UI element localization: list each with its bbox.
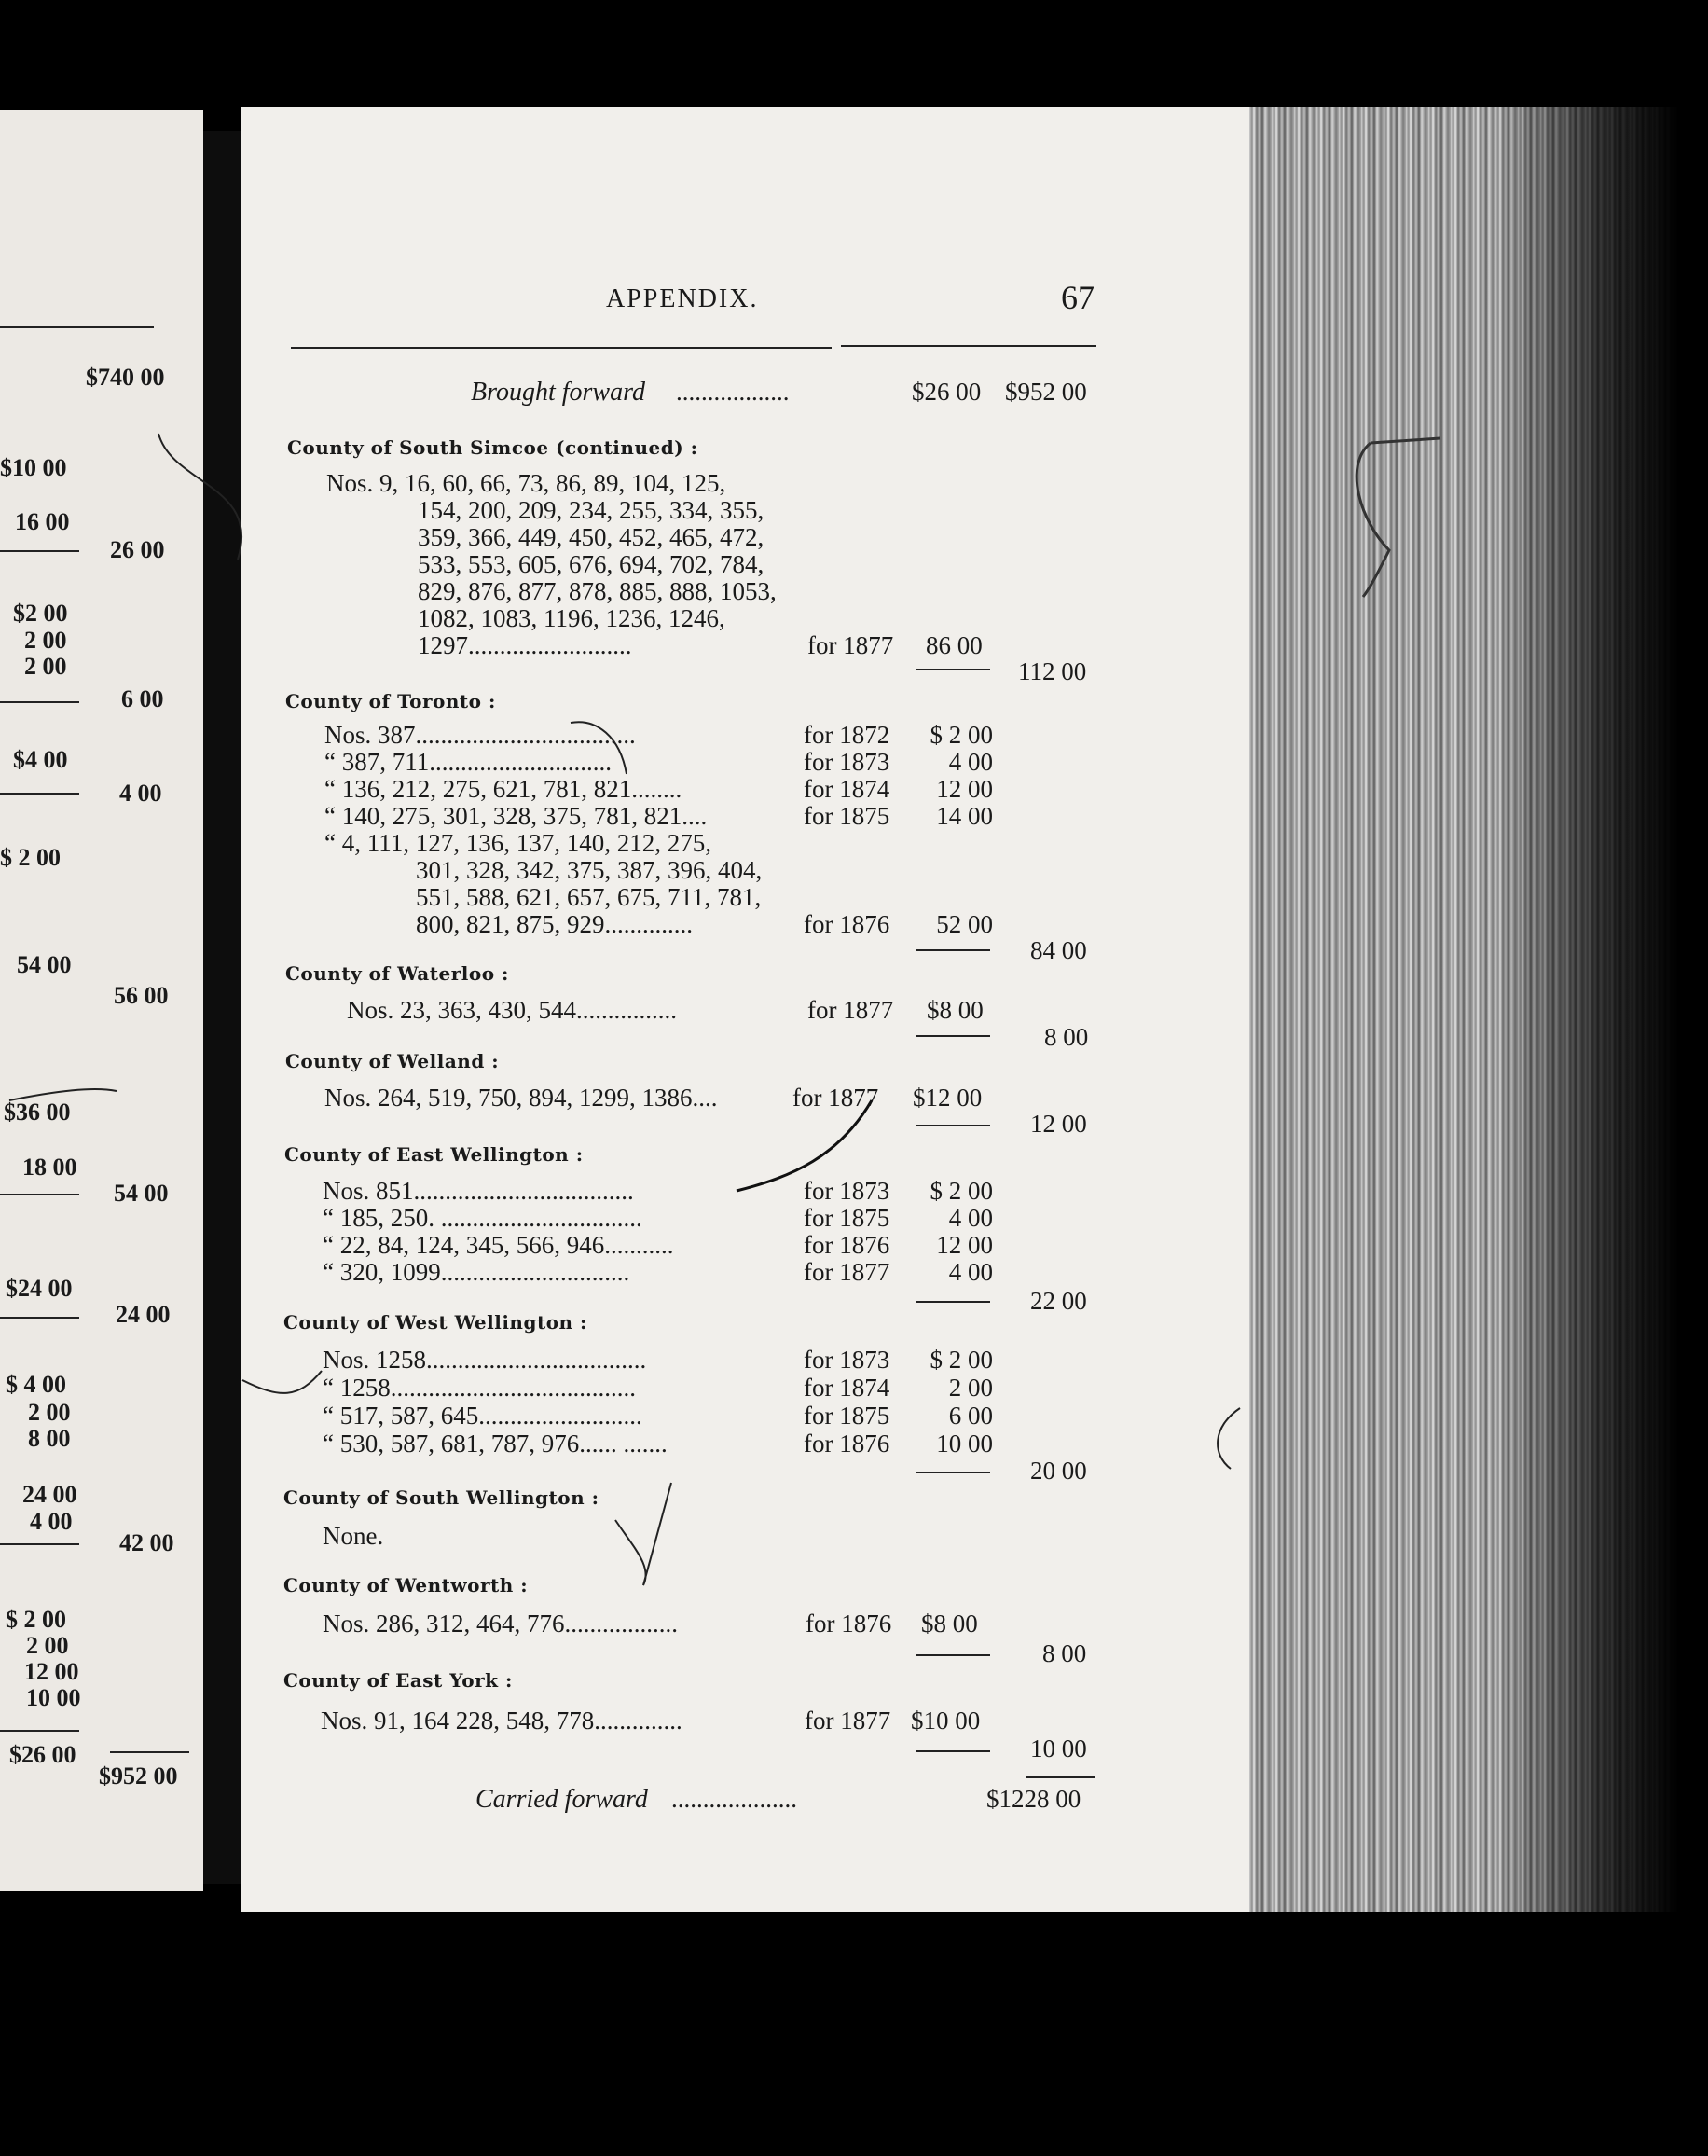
ledger-row-year: for 1876 (804, 1430, 890, 1458)
ledger-row-amount: 2 00 (948, 1374, 993, 1402)
ledger-row-amount: $ 2 00 (930, 721, 993, 749)
left-page-amount: 24 00 (22, 1481, 77, 1508)
left-page-amount: $952 00 (99, 1762, 178, 1790)
ledger-row-amount: 12 00 (936, 1231, 993, 1259)
ledger-row-text: 800, 821, 875, 929.............. (416, 910, 693, 938)
south-simcoe-line: Nos. 9, 16, 60, 66, 73, 86, 89, 104, 125, (326, 469, 726, 497)
left-page-amount: $2 00 (13, 600, 68, 627)
pencil-mark (737, 1100, 872, 1191)
ledger-row-text: “ 140, 275, 301, 328, 375, 781, 821.... (324, 802, 708, 830)
left-page-amount: 56 00 (114, 982, 169, 1009)
left-page-amount: 42 00 (119, 1529, 174, 1556)
ledger-row-year: for 1877 (804, 1258, 890, 1286)
ledger-row-amount: 4 00 (948, 1258, 993, 1286)
left-page-amount: 4 00 (30, 1508, 73, 1535)
ledger-row-amount: 14 00 (936, 802, 993, 830)
ledger-row-text: “ 320, 1099.............................. (323, 1258, 630, 1286)
ledger-row-text: “ 22, 84, 124, 345, 566, 946........... (323, 1231, 674, 1259)
waterloo-text: Nos. 23, 363, 430, 544................ (347, 996, 678, 1024)
east-wellington-total: 22 00 (1030, 1287, 1087, 1315)
ledger-row-year: for 1873 (804, 1177, 890, 1205)
pencil-mark (242, 1371, 322, 1393)
west-wellington-total: 20 00 (1030, 1457, 1087, 1485)
left-page-amount: 54 00 (17, 951, 72, 978)
ledger-row-text: “ 185, 250. ................................ (323, 1204, 642, 1232)
toronto-total: 84 00 (1030, 936, 1087, 964)
south-simcoe-line: 154, 200, 209, 234, 255, 334, 355, (418, 496, 764, 524)
ledger-row-text: “ 1258....................................... (323, 1374, 636, 1402)
ledger-row-year: for 1875 (804, 802, 890, 830)
left-page-amount: $4 00 (13, 746, 68, 773)
south-simcoe-line: 533, 553, 605, 676, 694, 702, 784, (418, 550, 764, 578)
left-page-amount: $ 4 00 (6, 1371, 66, 1398)
ledger-row-text: Nos. 851................................... (323, 1177, 634, 1205)
south-simcoe-line: 359, 366, 449, 450, 452, 465, 472, (418, 523, 764, 551)
waterloo-amount: $8 00 (927, 996, 984, 1024)
left-page-amount: 54 00 (114, 1180, 169, 1207)
pencil-mark (615, 1483, 671, 1585)
ledger-row-year: for 1873 (804, 748, 890, 776)
carried-forward-label: Carried forward (475, 1785, 648, 1814)
ledger-row-year: for 1875 (804, 1204, 890, 1232)
page-number: 67 (1061, 279, 1095, 316)
welland-for: for 1877 (792, 1084, 879, 1112)
left-page-amount: $740 00 (86, 364, 165, 391)
ledger-row-year: for 1875 (804, 1402, 890, 1430)
left-page-amount: 4 00 (119, 780, 162, 807)
pencil-mark (1371, 438, 1440, 443)
ledger-row-amount: $ 2 00 (930, 1346, 993, 1374)
left-page-amount: 2 00 (28, 1399, 71, 1426)
section-title-south-wellington: County of South Wellington : (283, 1486, 599, 1509)
ledger-row-year: for 1872 (804, 721, 890, 749)
ledger-row-text: “ 387, 711............................. (324, 748, 612, 776)
brought-forward-amount1: $26 00 (912, 378, 982, 406)
section-title-welland: County of Welland : (285, 1050, 500, 1072)
ledger-row-text: “ 136, 212, 275, 621, 781, 821........ (324, 775, 682, 803)
brought-forward-label: Brought forward (471, 378, 645, 407)
left-page-amount: 12 00 (24, 1658, 79, 1685)
left-page-amount: 2 00 (26, 1632, 69, 1659)
ledger-row-amount: 12 00 (936, 775, 993, 803)
east-york-for: for 1877 (805, 1707, 891, 1734)
left-page-amount: 18 00 (22, 1154, 77, 1181)
wentworth-text: Nos. 286, 312, 464, 776.................. (323, 1610, 679, 1638)
waterloo-total: 8 00 (1044, 1023, 1089, 1051)
welland-amount: $12 00 (913, 1084, 983, 1112)
ledger-row-text: Nos. 387................................... (324, 721, 636, 749)
left-page-amount: 8 00 (28, 1425, 71, 1452)
ledger-row-year: for 1876 (804, 910, 890, 938)
section-title-south-simcoe: County of South Simcoe (continued) : (287, 436, 698, 459)
left-page-amount: $26 00 (9, 1741, 76, 1768)
south-simcoe-total: 112 00 (1018, 657, 1087, 685)
south-simcoe-last-line: 1297.......................... (418, 631, 632, 659)
ledger-row-amount: 6 00 (948, 1402, 993, 1430)
left-page-amount: 16 00 (15, 508, 70, 535)
wentworth-total: 8 00 (1042, 1639, 1087, 1667)
left-page-amount: $36 00 (4, 1099, 71, 1126)
carried-forward-amount: $1228 00 (986, 1785, 1081, 1813)
section-title-waterloo: County of Waterloo : (285, 962, 509, 985)
ledger-row-year: for 1874 (804, 775, 890, 803)
section-title-east-wellington: County of East Wellington : (284, 1143, 584, 1166)
left-page-amount: 2 00 (24, 627, 67, 654)
ledger-row-text: “ 4, 111, 127, 136, 137, 140, 212, 275, (324, 829, 711, 857)
ledger-row-amount: 4 00 (948, 748, 993, 776)
south-simcoe-line: 1082, 1083, 1196, 1236, 1246, (418, 604, 725, 632)
wentworth-for: for 1876 (806, 1610, 892, 1638)
waterloo-for: for 1877 (807, 996, 894, 1024)
page-header-title: APPENDIX. (606, 284, 759, 313)
ledger-row-text: 551, 588, 621, 657, 675, 711, 781, (416, 883, 762, 911)
pencil-mark (1218, 1408, 1240, 1469)
ledger-row-amount: 4 00 (948, 1204, 993, 1232)
pencil-mark (9, 1089, 117, 1100)
south-simcoe-line: 829, 876, 877, 878, 885, 888, 1053, (418, 577, 777, 605)
south-wellington-text: None. (323, 1522, 384, 1550)
brought-forward-dots: .................. (676, 378, 790, 406)
east-york-text: Nos. 91, 164 228, 548, 778.............. (321, 1707, 682, 1734)
wentworth-amount: $8 00 (921, 1610, 978, 1638)
ledger-row-amount: 10 00 (936, 1430, 993, 1458)
ledger-row-year: for 1874 (804, 1374, 890, 1402)
pencil-mark (1357, 443, 1389, 597)
left-page-amount: 24 00 (116, 1301, 171, 1328)
ledger-row-amount: 52 00 (936, 910, 993, 938)
ledger-row-text: “ 530, 587, 681, 787, 976...... ....... (323, 1430, 668, 1458)
ledger-row-year: for 1876 (804, 1231, 890, 1259)
brought-forward-amount2: $952 00 (1005, 378, 1087, 406)
east-york-total: 10 00 (1030, 1734, 1087, 1762)
left-page-amount: $24 00 (6, 1275, 73, 1302)
carried-forward-dots: .................... (671, 1785, 797, 1813)
south-simcoe-for: for 1877 (807, 631, 894, 659)
ledger-row-text: 301, 328, 342, 375, 387, 396, 404, (416, 856, 763, 884)
left-page-amount: 2 00 (24, 653, 67, 680)
ledger-row-amount: $ 2 00 (930, 1177, 993, 1205)
section-title-wentworth: County of Wentworth : (283, 1574, 529, 1596)
east-york-amount: $10 00 (911, 1707, 981, 1734)
ledger-row-text: Nos. 1258................................... (323, 1346, 647, 1374)
section-title-east-york: County of East York : (283, 1669, 513, 1692)
pencil-mark (571, 722, 627, 774)
pencil-mark (158, 434, 241, 560)
left-page-amount: $10 00 (0, 454, 67, 481)
left-page-amount: $ 2 00 (0, 844, 61, 871)
left-page-amount: $ 2 00 (6, 1606, 66, 1633)
welland-total: 12 00 (1030, 1110, 1087, 1138)
ledger-row-year: for 1873 (804, 1346, 890, 1374)
left-page-amount: 10 00 (26, 1684, 81, 1711)
south-simcoe-amount: 86 00 (926, 631, 983, 659)
ledger-row-text: “ 517, 587, 645.......................... (323, 1402, 642, 1430)
left-page-amount: 26 00 (110, 536, 165, 563)
section-title-west-wellington: County of West Wellington : (283, 1311, 587, 1334)
welland-text: Nos. 264, 519, 750, 894, 1299, 1386.... (324, 1084, 718, 1112)
left-page-amount: 6 00 (121, 685, 164, 712)
section-title-toronto: County of Toronto : (285, 690, 496, 712)
